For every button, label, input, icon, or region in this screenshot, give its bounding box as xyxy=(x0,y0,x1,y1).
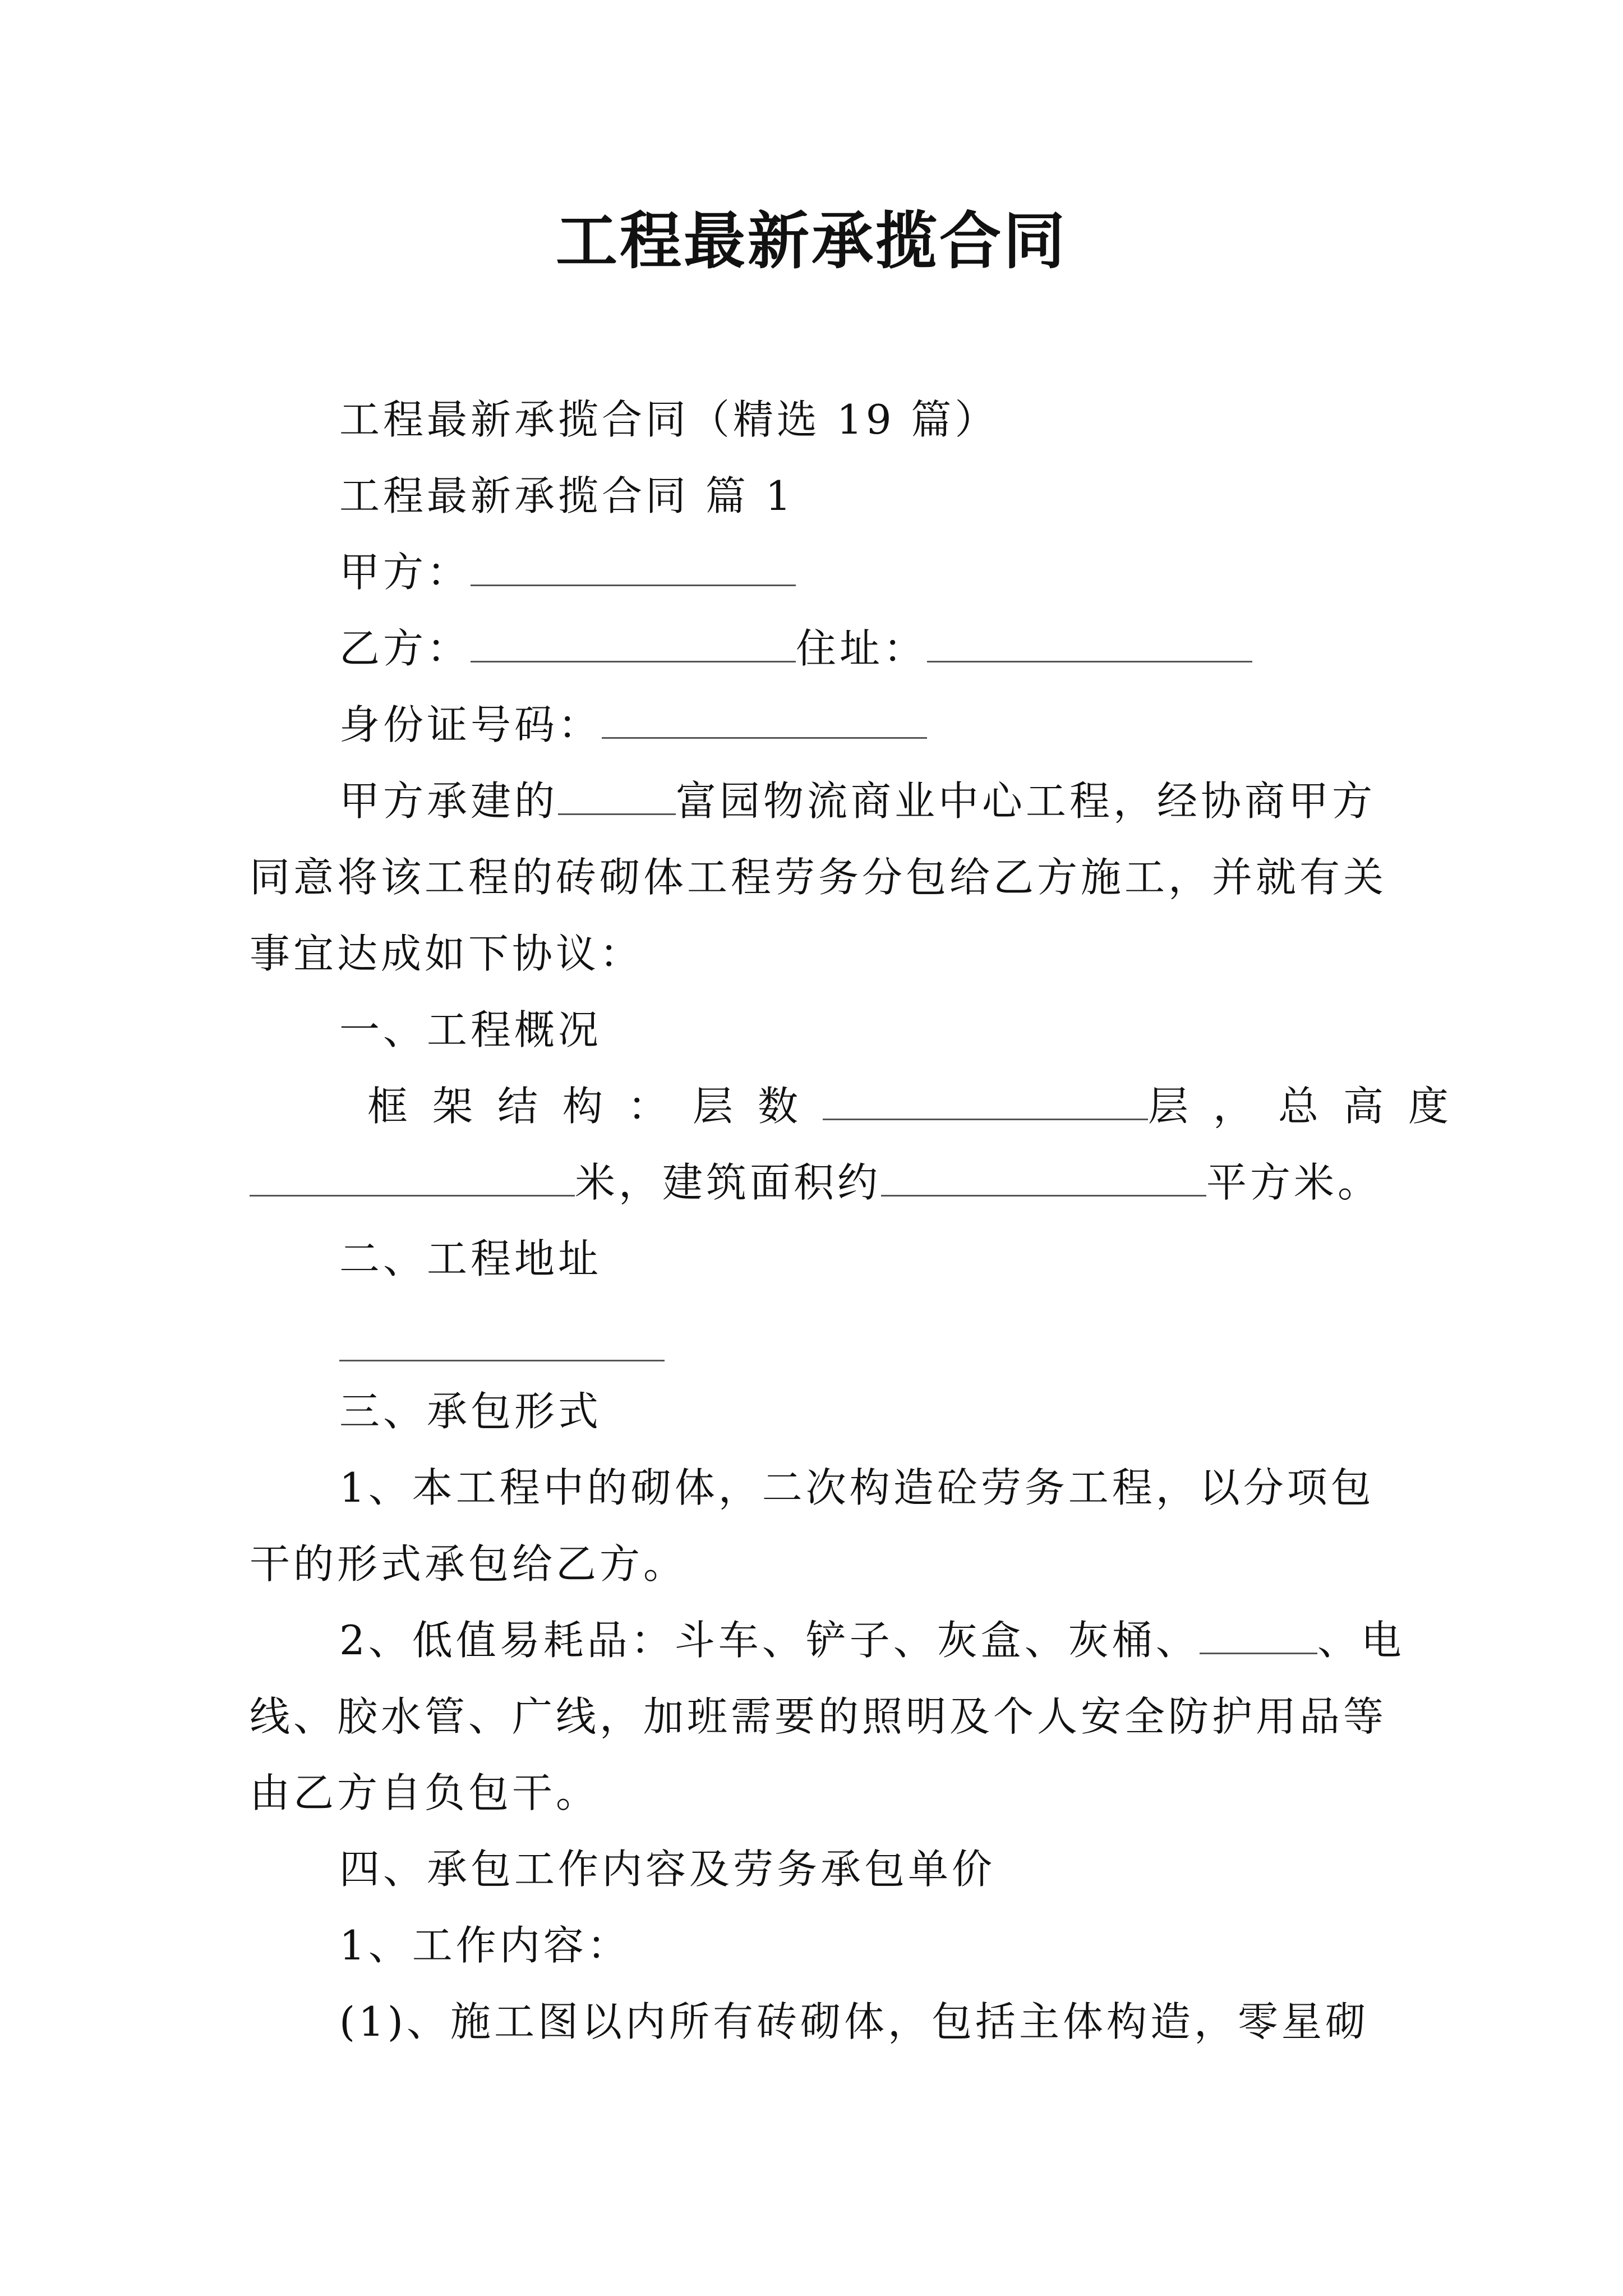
intro-text-b: 富园物流商业中心工程，经协商甲方 xyxy=(676,777,1376,825)
consumables-blank xyxy=(1200,1612,1317,1654)
clause-1-line-2: 干的形式承包给乙方。 xyxy=(250,1540,688,1588)
party-b-blank xyxy=(471,620,796,662)
party-a-label: 甲方： xyxy=(339,549,471,596)
project-address-blank xyxy=(339,1319,665,1361)
clause-2-line-3: 由乙方自负包干。 xyxy=(250,1769,600,1816)
clause-2-line-2: 线、胶水管、广线，加班需要的照明及个人安全防护用品等 xyxy=(250,1693,1387,1740)
id-number-blank xyxy=(602,697,927,739)
party-b-label: 乙方： xyxy=(339,625,471,672)
id-number-label: 身份证号码： xyxy=(339,701,602,748)
document-body xyxy=(250,381,1474,2060)
address-label: 住址： xyxy=(796,625,928,672)
clause-2-text-b: 、电 xyxy=(1317,1617,1405,1664)
party-a-blank xyxy=(471,544,796,586)
floors-blank xyxy=(823,1078,1148,1120)
article-heading: 工程最新承揽合同 篇 1 xyxy=(339,472,795,519)
intro-blank xyxy=(558,773,676,815)
section-1-heading: 一、工程概况 xyxy=(339,1006,602,1053)
intro-text-a: 甲方承建的 xyxy=(339,777,559,825)
frame-line-1 xyxy=(250,1068,1474,1144)
party-a-line xyxy=(250,534,1388,610)
intro-line-1 xyxy=(250,763,1388,839)
section-3-heading: 三、承包形式 xyxy=(339,1388,602,1435)
clause-2-line-1 xyxy=(250,1602,1405,1678)
frame-text-a: 框架结构：层数 xyxy=(367,1083,823,1130)
intro-line-2: 同意将该工程的砖砌体工程劳务分包给乙方施工，并就有关 xyxy=(250,854,1387,901)
work-item-1: (1)、施工图以内所有砖砌体，包括主体构造，零星砌 xyxy=(339,1998,1369,2045)
clause-1-line-1: 1、本工程中的砌体，二次构造砼劳务工程，以分项包 xyxy=(339,1464,1375,1511)
party-b-line xyxy=(250,610,1388,687)
work-content-heading: 1、工作内容： xyxy=(339,1922,631,1969)
section-2-heading: 二、工程地址 xyxy=(339,1235,602,1282)
height-blank xyxy=(250,1154,575,1197)
section-4-heading: 四、承包工作内容及劳务承包单价 xyxy=(339,1846,996,1893)
frame2-text-a: 米，建筑面积约 xyxy=(575,1159,882,1206)
clause-2-text-a: 2、低值易耗品：斗车、铲子、灰盒、灰桶、 xyxy=(339,1617,1200,1664)
frame-text-b: 层，总高度 xyxy=(1148,1083,1474,1130)
id-number-line xyxy=(250,687,1388,763)
area-blank xyxy=(881,1154,1206,1197)
intro-line-3: 事宜达成如下协议： xyxy=(250,930,644,977)
document-title: 工程最新承揽合同 xyxy=(556,205,1067,277)
frame2-text-b: 平方米。 xyxy=(1206,1159,1382,1206)
address-blank xyxy=(927,620,1252,662)
frame-line-2 xyxy=(250,1144,1388,1221)
project-address-line xyxy=(250,1297,1388,1373)
subtitle-line: 工程最新承揽合同（精选 19 篇） xyxy=(339,396,999,443)
